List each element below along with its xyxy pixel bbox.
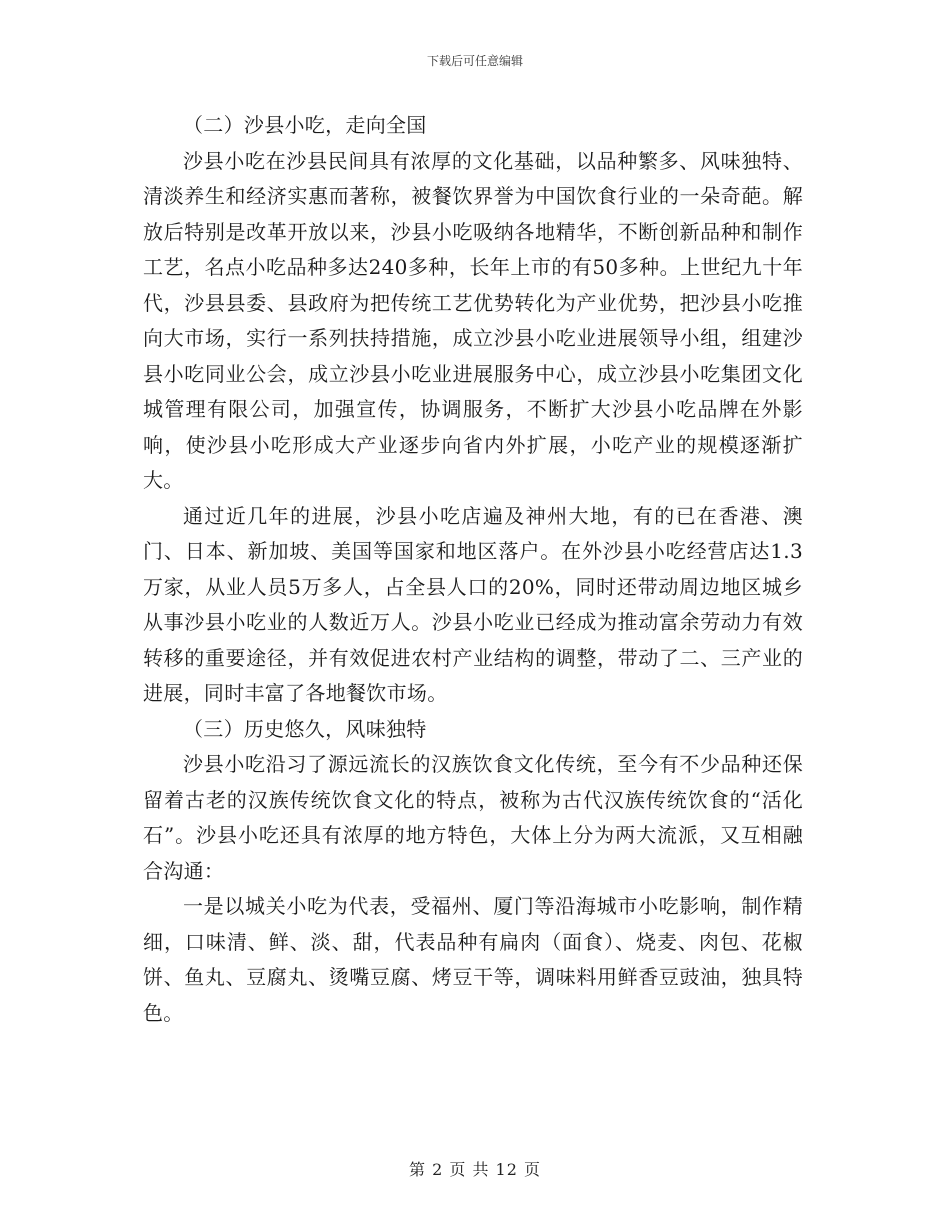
paragraph: 一是以城关小吃为代表，受福州、厦门等沿海城市小吃影响，制作精细，口味清、鲜、淡、甜，代表品种有扁肉（面食）、烧麦、肉包、花椒饼、鱼丸、豆腐丸、烫嘴豆腐、烤豆干等，调味料用鲜香豆豉油，独具特色。 xyxy=(143,894,803,1025)
page-header: 下载后可任意编辑 xyxy=(426,54,523,68)
paragraph: 通过近几年的进展，沙县小吃店遍及神州大地，有的已在香港、澳门、日本、新加坡、美国等国家和地区落户。在外沙县小吃经营店达1.3万家，从业人员5万多人，占全县人口的20%，同时还带动周边地区城乡从事沙县小吃业的人数近万人。沙县小吃业已经成为推动富余劳动力有效转移的重要途径，并有效促进农村产业结构的调整，带动了二、三产业的进展，同时丰富了各地餐饮市场。 xyxy=(143,503,803,705)
document-body xyxy=(143,108,803,1031)
page-number: 第 2 页 共 12 页 xyxy=(409,1160,541,1179)
paragraph: 沙县小吃沿习了源远流长的汉族饮食文化传统，至今有不少品种还保留着古老的汉族传统饮食文化的特点，被称为古代汉族传统饮食的“活化石”。沙县小吃还具有浓厚的地方特色，大体上分为两大流派，又互相融合沟通： xyxy=(143,752,803,883)
paragraph: 沙县小吃在沙县民间具有浓厚的文化基础，以品种繁多、风味独特、清淡养生和经济实惠而著称，被餐饮界誉为中国饮食行业的一朵奇葩。解放后特别是改革开放以来，沙县小吃吸纳各地精华，不断创新品种和制作工艺，名点小吃品种多达240多种，长年上市的有50多种。上世纪九十年代，沙县县委、县政府为把传统工艺优势转化为产业优势，把沙县小吃推向大市场，实行一系列扶持措施，成立沙县小吃业进展领导小组，组建沙县小吃同业公会，成立沙县小吃业进展服务中心，成立沙县小吃集团文化城管理有限公司，加强宣传，协调服务，不断扩大沙县小吃品牌在外影响，使沙县小吃形成大产业逐步向省内外扩展，小吃产业的规模逐渐扩大。 xyxy=(143,148,803,492)
section-heading-2: （二）沙县小吃，走向全国 xyxy=(183,113,427,137)
section-heading-3: （三）历史悠久，风味独特 xyxy=(183,716,427,741)
